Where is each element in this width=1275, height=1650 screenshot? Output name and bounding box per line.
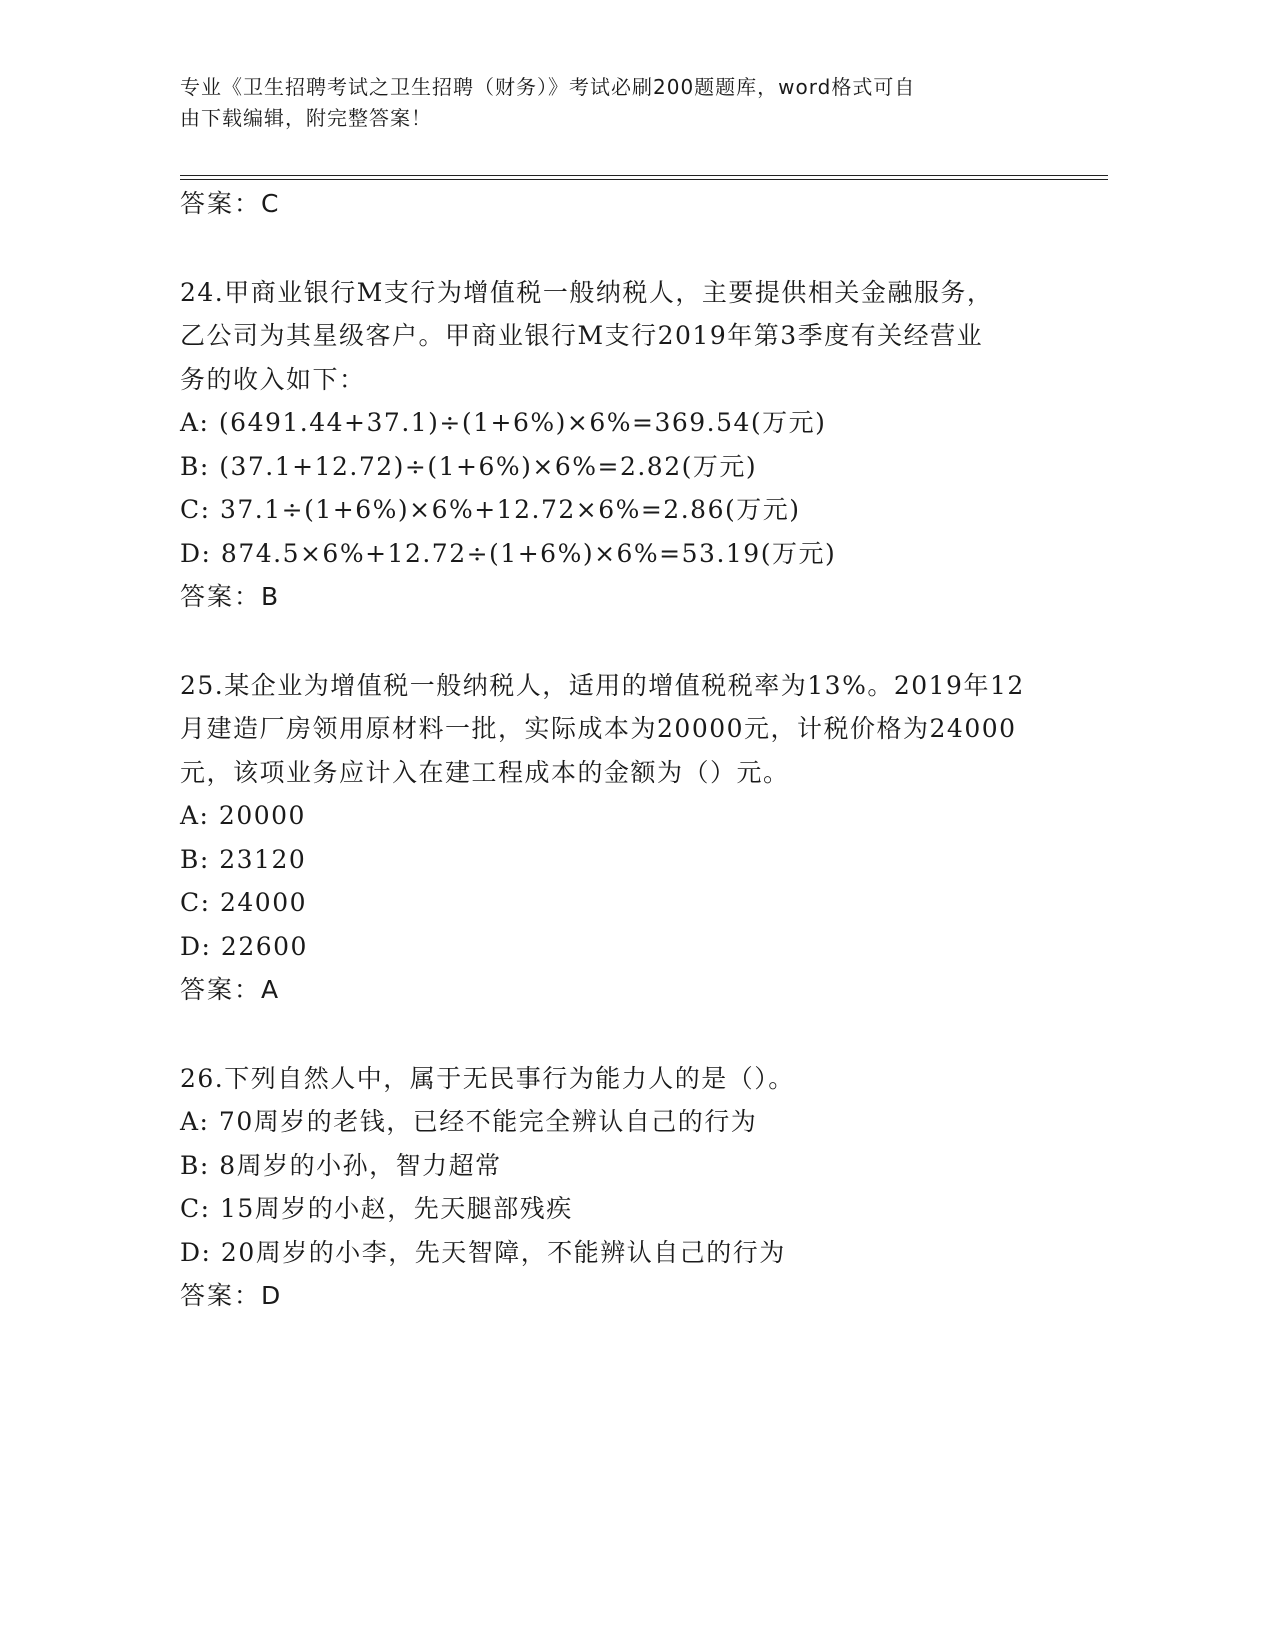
question-stem-line: 务的收入如下： (180, 364, 366, 394)
question-25 (180, 664, 1060, 1012)
answer-line: 答案：B (180, 582, 281, 611)
header-line-1: 专业《卫生招聘考试之卫生招聘（财务）》考试必刷200题题库，word格式可自 (180, 75, 916, 99)
option-c: C: 15周岁的小赵，先天腿部残疾 (180, 1194, 573, 1223)
question-stem-line: 月建造厂房领用原材料一批，实际成本为20000元，计税价格为24000 (180, 714, 1017, 743)
option-d: D: 20周岁的小李，先天智障，不能辨认自己的行为 (180, 1237, 786, 1267)
previous-answer: 答案：C (180, 189, 281, 218)
header-divider (180, 175, 1108, 180)
option-d: D: 22600 (180, 931, 308, 961)
answer-line: 答案：A (180, 975, 281, 1004)
option-a: A: (6491.44+37.1)÷(1+6%)×6%=369.54(万元) (180, 408, 827, 437)
option-b: B: (37.1+12.72)÷(1+6%)×6%=2.82(万元) (180, 451, 758, 481)
option-c: C: 24000 (180, 888, 308, 917)
option-c: C: 37.1÷(1+6%)×6%+12.72×6%=2.86(万元) (180, 495, 801, 524)
question-stem-line: 24.甲商业银行M支行为增值税一般纳税人，主要提供相关金融服务， (180, 277, 994, 307)
option-b: B: 8周岁的小孙，智力超常 (180, 1150, 502, 1180)
document-body (180, 182, 1060, 1318)
question-stem-line: 元，该项业务应计入在建工程成本的金额为（）元。 (180, 757, 790, 787)
question-stem-line: 26.下列自然人中，属于无民事行为能力人的是（）。 (180, 1063, 795, 1093)
option-b: B: 23120 (180, 844, 307, 874)
answer-line: 答案：D (180, 1281, 283, 1310)
option-d: D: 874.5×6%+12.72÷(1+6%)×6%=53.19(万元) (180, 538, 837, 568)
spacer (180, 226, 1060, 271)
page-header (180, 72, 1060, 134)
question-24 (180, 271, 1060, 619)
spacer (180, 619, 1060, 664)
question-stem-line: 25.某企业为增值税一般纳税人，适用的增值税税率为13%。2019年12 (180, 670, 1025, 700)
question-stem-line: 乙公司为其星级客户。甲商业银行M支行2019年第3季度有关经营业 (180, 321, 984, 350)
question-26 (180, 1057, 1060, 1318)
spacer (180, 1012, 1060, 1057)
option-a: A: 70周岁的老钱，已经不能完全辨认自己的行为 (180, 1107, 758, 1136)
option-a: A: 20000 (180, 801, 306, 830)
header-line-2: 由下载编辑，附完整答案！ (180, 106, 432, 130)
